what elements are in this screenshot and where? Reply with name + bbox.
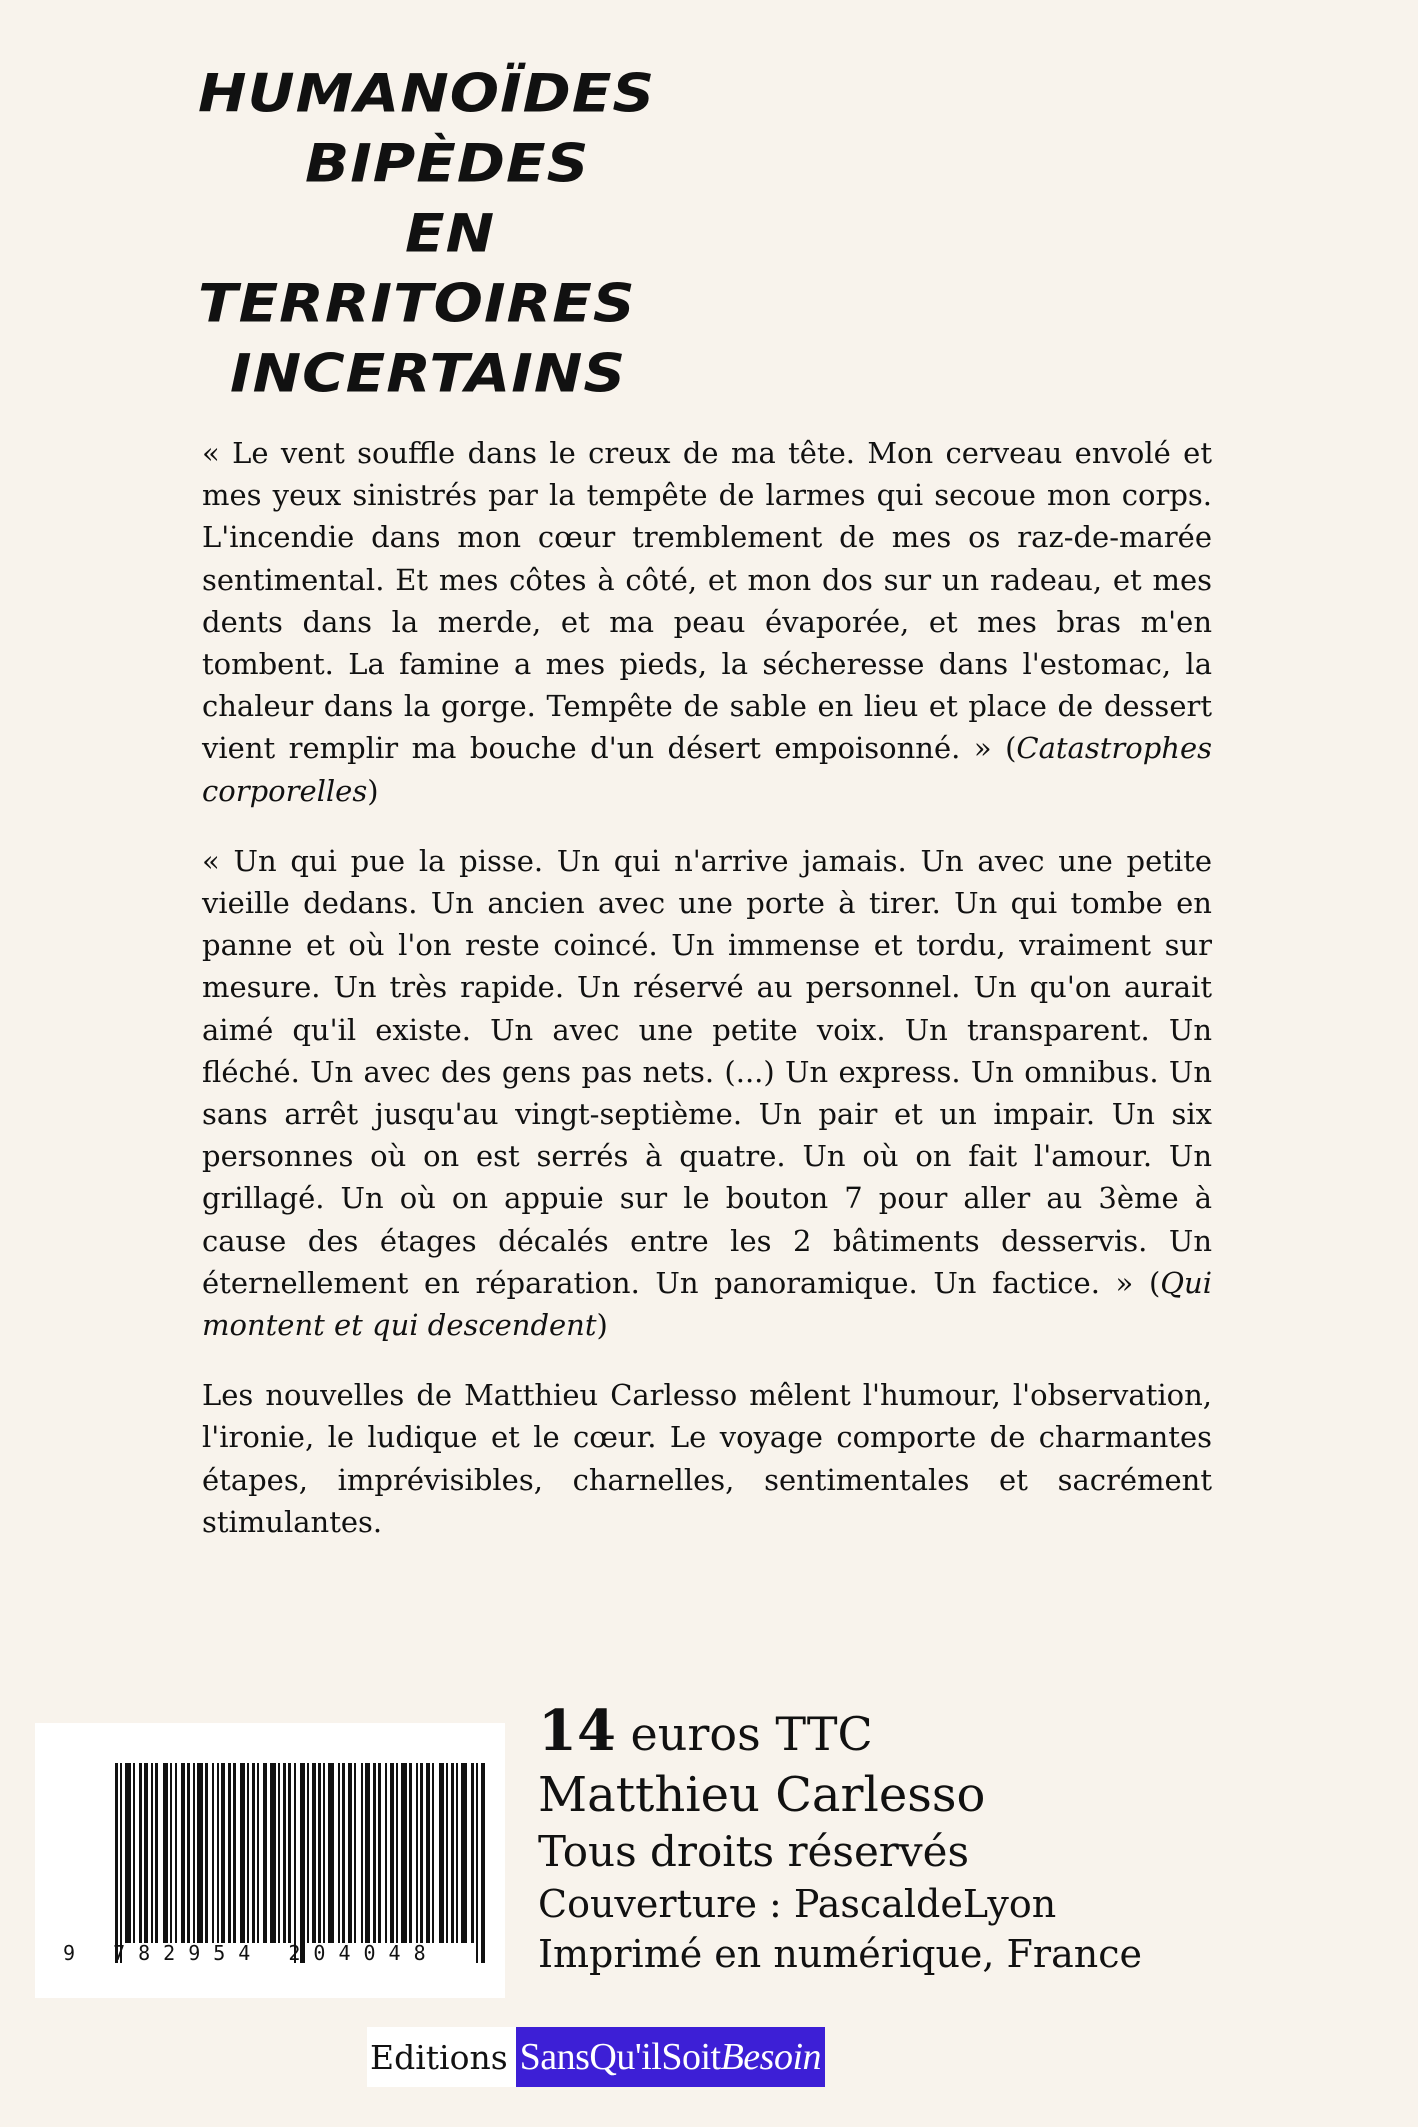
barcode-bar bbox=[471, 1763, 474, 1943]
rights-notice: Tous droits réservés bbox=[538, 1827, 970, 1876]
barcode-bar bbox=[288, 1763, 291, 1943]
barcode-bar bbox=[451, 1763, 454, 1943]
price-text: euros TTC bbox=[615, 1707, 873, 1761]
summary-paragraph: Les nouvelles de Matthieu Carlesso mêlent l'humour, l'observation, l'ironie, le ludique et le cœur. Le voyage comporte de charmantes étapes, imprévisibles, charnelles, sentimentales et sacrément stimulantes. bbox=[202, 1378, 1212, 1539]
barcode-bar bbox=[446, 1763, 448, 1943]
barcode-bar bbox=[139, 1763, 142, 1943]
excerpt-2-source: Qui montent et qui descendent bbox=[202, 1265, 1212, 1343]
print-notice: Imprimé en numérique, France bbox=[538, 1932, 1142, 1976]
back-cover-text bbox=[202, 432, 1212, 1571]
isbn-digits: 9 782954 204048 bbox=[63, 1941, 439, 1965]
excerpt-2-text: « Un qui pue la pisse. Un qui n'arrive jamais. Un avec une petite vieille dedans. Un ancien avec une porte à tirer. Un qui tombe en panne et où l'on reste coincé. Un immense et tordu, vraiment sur mesure. Un très rapide. Un réservé au personnel. Un qu'on aurait aimé qu'il existe. Un avec une petite voix. Un transparent. Un fléché. Un avec des gens pas nets. (...) Un express. Un omnibus. Un sans arrêt jusqu'au vingt-septième. Un pair et un impair. Un six personnes où on est serrés à quatre. Un où on fait l'amour. Un grillagé. Un où on appuie sur le bouton 7 pour aller au 3ème à cause des étages décalés entre les 2 bâtiments desservis. Un éternellement en réparation. Un panoramique. Un factice. » bbox=[202, 843, 1212, 1300]
barcode-bar bbox=[240, 1763, 245, 1943]
title-line-1: HUMANOÏDES bbox=[198, 62, 656, 125]
barcode-bar bbox=[409, 1763, 412, 1943]
excerpt-1-text: « Le vent souffle dans le creux de ma tête. Mon cerveau envolé et mes yeux sinistrés par la tempête de larmes qui secoue mon corps. L'incendie dans mon cœur tremblement de mes os raz-de-marée sentimental. Et mes côtes à côté, et mon dos sur un radeau, et mes dents dans la merde, et ma peau évaporée, et mes bras m'en tombent. La famine a mes pieds, la sécheresse dans l'estomac, la chaleur dans la gorge. Tempête de sable en lieu et place de dessert vient remplir ma bouche d'un désert empoisonné. » bbox=[202, 436, 1212, 766]
barcode-bar bbox=[481, 1763, 485, 1963]
barcode-bar bbox=[401, 1763, 407, 1943]
price-number: 14 bbox=[538, 1698, 616, 1764]
barcode-bar bbox=[348, 1763, 352, 1943]
barcode-bar bbox=[193, 1763, 195, 1943]
barcode-bar bbox=[361, 1763, 363, 1943]
publisher-label: Editions bbox=[370, 2037, 508, 2077]
barcode-bar bbox=[416, 1763, 418, 1943]
publisher-logo bbox=[367, 2027, 825, 2087]
barcode-bar bbox=[175, 1763, 177, 1943]
barcode-bar bbox=[294, 1763, 296, 1963]
barcode-bar bbox=[187, 1763, 190, 1943]
title-line-2: BIPÈDES bbox=[305, 132, 590, 195]
barcode-bar bbox=[144, 1763, 148, 1943]
barcode-bar bbox=[212, 1763, 214, 1943]
barcode-bar bbox=[373, 1763, 376, 1943]
barcode-bar bbox=[125, 1763, 131, 1943]
barcode-bar bbox=[338, 1763, 340, 1943]
barcode-bar bbox=[155, 1763, 158, 1943]
barcode-bar bbox=[247, 1763, 249, 1943]
barcode-bar bbox=[252, 1763, 255, 1943]
barcode-bar bbox=[439, 1763, 444, 1943]
barcode-bar bbox=[257, 1763, 259, 1943]
publisher-brand-part2: Besoin bbox=[720, 2036, 822, 2078]
barcode-bar bbox=[217, 1763, 219, 1943]
barcode-bar bbox=[426, 1763, 430, 1943]
barcode-bar bbox=[342, 1763, 345, 1943]
barcode-bar bbox=[283, 1763, 286, 1943]
barcode-bar bbox=[228, 1763, 231, 1943]
barcode-bar bbox=[328, 1763, 334, 1943]
barcode-bar bbox=[221, 1763, 225, 1943]
barcode-bar bbox=[476, 1763, 478, 1963]
title-line-5: INCERTAINS bbox=[230, 342, 627, 405]
title-line-3: EN bbox=[405, 202, 496, 265]
barcode-bar bbox=[263, 1763, 267, 1943]
publisher-brand-part1: SansQu'ilSoit bbox=[519, 2036, 721, 2078]
author-name: Matthieu Carlesso bbox=[538, 1767, 986, 1823]
isbn-barcode bbox=[35, 1723, 505, 1998]
barcode-bar bbox=[300, 1763, 305, 1963]
barcode-bar bbox=[115, 1763, 118, 1963]
barcode-bar bbox=[163, 1763, 168, 1943]
barcode-bar bbox=[354, 1763, 356, 1943]
barcode-bar bbox=[378, 1763, 381, 1943]
barcode-bar bbox=[323, 1763, 325, 1943]
barcode-bar bbox=[181, 1763, 185, 1943]
barcode-bar bbox=[270, 1763, 276, 1943]
title-line-4: TERRITOIRES bbox=[198, 272, 636, 335]
excerpt-2: « Un qui pue la pisse. Un qui n'arrive jamais. Un avec une petite vieille dedans. Un ancien avec une porte à tirer. Un qui tombe en panne et où l'on reste coincé. Un immense et tordu, vraiment sur mesure. Un très rapide. Un réservé au personnel. Un qu'on aurait aimé qu'il existe. Un avec une petite voix. Un transparent. Un fléché. Un avec des gens pas nets. (...) Un express. Un omnibus. Un sans arrêt jusqu'au vingt-septième. Un pair et un impair. Un six personnes où on est serrés à quatre. Un où on fait l'amour. Un grillagé. Un où on appuie sur le bouton 7 pour aller au 3ème à cause des étages décalés entre les 2 bâtiments desservis. Un éternellement en réparation. Un panoramique. Un factice. » (Qui montent et qui descendent) bbox=[202, 843, 1212, 1343]
barcode-bar bbox=[396, 1763, 398, 1943]
barcode-bar bbox=[233, 1763, 236, 1943]
excerpt-1: « Le vent souffle dans le creux de ma tête. Mon cerveau envolé et mes yeux sinistrés par la tempête de larmes qui secoue mon corps. L'incendie dans mon cœur tremblement de mes os raz-de-marée sentimental. Et mes côtes à côté, et mon dos sur un radeau, et mes dents dans la merde, et ma peau évaporée, et mes bras m'en tombent. La famine a mes pieds, la sécheresse dans l'estomac, la chaleur dans la gorge. Tempête de sable en lieu et place de dessert vient remplir ma bouche d'un désert empoisonné. » (Catastrophes corporelles) bbox=[202, 436, 1212, 808]
barcode-bar bbox=[170, 1763, 172, 1943]
barcode-bar bbox=[120, 1763, 122, 1963]
barcode-bar bbox=[151, 1763, 153, 1943]
barcode-bar bbox=[318, 1763, 321, 1943]
cover-credit: Couverture : PascaldeLyon bbox=[538, 1882, 1057, 1926]
barcode-bar bbox=[197, 1763, 203, 1943]
barcode-bar bbox=[461, 1763, 467, 1943]
barcode-bar bbox=[456, 1763, 458, 1943]
excerpt-1-source: Catastrophes corporelles bbox=[202, 731, 1212, 808]
book-info bbox=[538, 1700, 1178, 1979]
book-title bbox=[190, 62, 750, 412]
barcode-bar bbox=[385, 1763, 387, 1943]
barcode-bar bbox=[365, 1763, 370, 1943]
price bbox=[538, 1700, 1178, 1765]
barcode-bar bbox=[390, 1763, 394, 1943]
barcode-bar bbox=[133, 1763, 135, 1943]
publisher-brand bbox=[516, 2027, 825, 2087]
barcode-bar bbox=[312, 1763, 316, 1943]
barcode-bar bbox=[307, 1763, 309, 1943]
barcode-bar bbox=[278, 1763, 280, 1943]
barcode-bar bbox=[205, 1763, 208, 1943]
barcode-bar bbox=[432, 1763, 434, 1943]
barcode-bar bbox=[420, 1763, 423, 1943]
